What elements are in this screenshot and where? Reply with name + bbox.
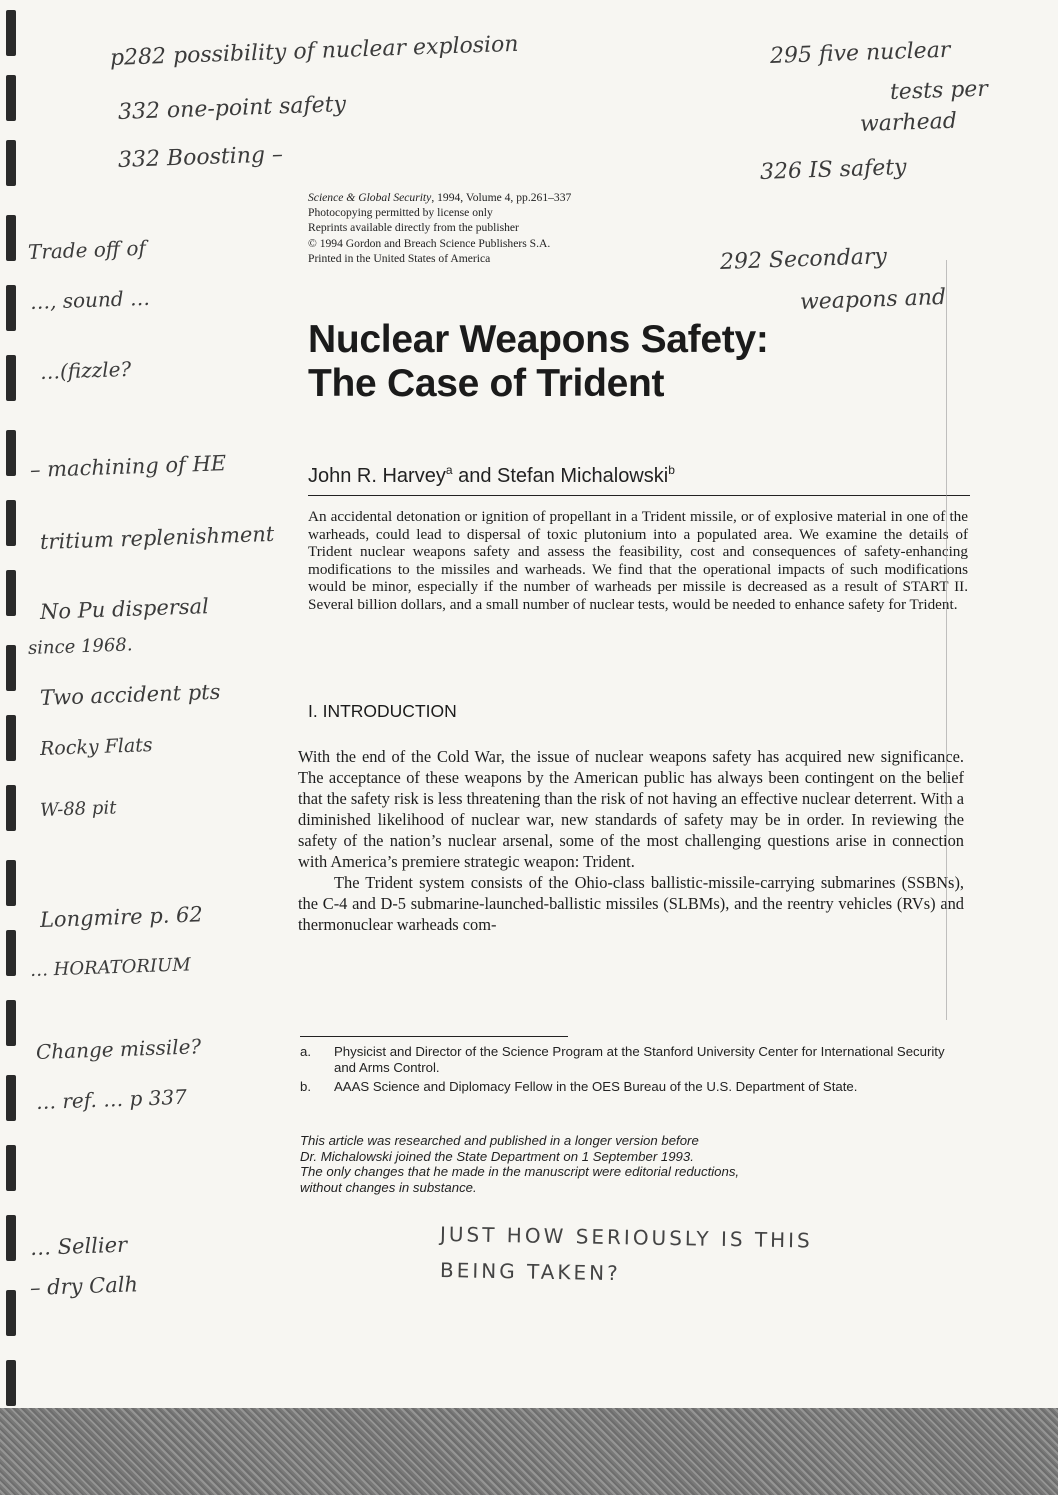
binding-hole: [6, 1290, 16, 1336]
paragraph: With the end of the Cold War, the issue of nuclear weapons safety has acquired new significance. The acceptance of these weapons by the American public has always been contingent on the belief that the safety risk is less threatening than the risk of not having an effective nuclear deterrent. With a diminished likelihood of nuclear war, new standards of safety may be in order. In reviewing the safety of the nation’s nuclear arsenal, some of the most challenging questions arise in connection with America’s premiere strategic weapon: Trident.: [298, 747, 964, 871]
footnote-mark: a.: [300, 1044, 311, 1059]
author-connector: and: [452, 465, 498, 487]
binding-hole: [6, 140, 16, 186]
body-text: [298, 746, 964, 935]
handwritten-note: 332 one-point safety: [117, 92, 347, 125]
handwritten-note: Longmire p. 62: [39, 902, 204, 932]
paragraph: The Trident system consists of the Ohio-class ballistic-missile-carrying submarines (SSBNs), the C-4 and D-5 submarine-launched-ballistic missiles (SLBMs), and the reentry vehicles (RVs) and thermonuclear warheads com-: [298, 873, 964, 934]
publication-note: [300, 1133, 940, 1195]
affiliation-mark: a: [445, 463, 453, 477]
divider: [308, 495, 970, 496]
binding-hole: [6, 715, 16, 761]
footnote: [300, 1079, 968, 1095]
citation-line: [308, 190, 668, 205]
binding-hole: [6, 785, 16, 831]
handwritten-note: warhead: [859, 108, 958, 137]
journal-name: Science & Global Security: [308, 191, 432, 204]
handwritten-note: tritium replenishment: [39, 521, 275, 554]
note-line: The only changes that he made in the manuscript were editorial reductions,: [300, 1164, 740, 1180]
handwritten-note: JUST HOW SERIOUSLY IS THIS: [439, 1222, 813, 1253]
author-line: [308, 463, 675, 488]
binding-hole: [6, 570, 16, 616]
handwritten-note: No Pu dispersal: [39, 594, 210, 624]
handwritten-note: … HORATORIUM: [29, 954, 192, 981]
handwritten-note: Change missile?: [35, 1034, 202, 1064]
handwritten-note: Two accident pts: [39, 679, 221, 710]
binding-hole: [6, 215, 16, 261]
footnote: [300, 1044, 968, 1077]
handwritten-note: p282 possibility of nuclear explosion: [109, 31, 519, 71]
binding-hole: [6, 75, 16, 121]
handwritten-note: 292 Secondary: [719, 244, 888, 275]
handwritten-note: weapons and: [799, 284, 947, 315]
copyright-notice: © 1994 Gordon and Breach Science Publishers S.A.: [308, 236, 551, 250]
note-line: Dr. Michalowski joined the State Department on 1 September 1993.: [300, 1148, 694, 1164]
footnote-text: AAAS Science and Diplomacy Fellow in the OES Bureau of the U.S. Department of State.: [334, 1078, 858, 1094]
title-line: Nuclear Weapons Safety:: [308, 318, 769, 361]
abstract: An accidental detonation or ignition of propellant in a Trident missile, or of explosive material in one of the warheads, could lead to dispersal of toxic plutonium into a populated area. We examine the details of Trident nuclear weapons safety and assess the feasibility, cost and consequences of safety-enhancing modifications to the missiles and warheads. We find that the operational impacts of such modifications would be minor, especially if the number of warheads per missile is decreased as a result of START II. Several billion dollars, and a small number of nuclear tests, would be needed to enhance safety for Trident.: [308, 508, 968, 613]
note-line: This article was researched and published in a longer version before: [300, 1133, 699, 1148]
scan-shadow: [0, 1408, 1058, 1495]
footnote-mark: b.: [300, 1078, 311, 1094]
binding-hole: [6, 1000, 16, 1046]
article-title: [308, 318, 928, 406]
handwritten-note: – machining of HE: [29, 451, 227, 482]
binding-hole: [6, 930, 16, 976]
handwritten-note: …(fizzle?: [39, 356, 132, 384]
binding-hole: [6, 860, 16, 906]
handwritten-note: Trade off of: [27, 235, 147, 264]
binding-hole: [6, 500, 16, 546]
binding-hole: [6, 645, 16, 691]
handwritten-note: since 1968.: [27, 634, 133, 659]
handwritten-note: BEING TAKEN?: [439, 1258, 621, 1286]
printed-notice: Printed in the United States of America: [308, 251, 491, 265]
handwritten-note: … ref. … p 337: [35, 1084, 188, 1114]
photocopy-notice: Photocopying permitted by license only: [308, 206, 493, 220]
binding-hole: [6, 10, 16, 56]
handwritten-note: … Sellier: [29, 1232, 128, 1260]
binding-hole: [6, 355, 16, 401]
footnote-text: Physicist and Director of the Science Program at the Stanford University Center for International Security and Arms Control.: [334, 1044, 945, 1076]
handwritten-note: – dry Calh: [29, 1272, 139, 1300]
binding-strip: [0, 0, 22, 1430]
handwritten-note: tests per: [889, 76, 989, 105]
footnote-divider: [300, 1036, 568, 1037]
note-line: without changes in substance.: [300, 1179, 477, 1195]
handwritten-note: W-88 pit: [39, 797, 117, 821]
binding-hole: [6, 1215, 16, 1261]
binding-hole: [6, 1360, 16, 1406]
binding-hole: [6, 1145, 16, 1191]
author-name: John R. Harvey: [308, 465, 446, 487]
title-line: The Case of Trident: [308, 362, 665, 405]
handwritten-note: Rocky Flats: [39, 734, 153, 760]
binding-hole: [6, 430, 16, 476]
binding-hole: [6, 1075, 16, 1121]
scan-artifact-line: [946, 260, 947, 1020]
citation-details: , 1994, Volume 4, pp.261–337: [431, 191, 572, 204]
handwritten-note: 295 five nuclear: [769, 37, 951, 69]
binding-hole: [6, 285, 16, 331]
reprints-notice: Reprints available directly from the publisher: [308, 221, 519, 235]
section-heading: I. INTRODUCTION: [308, 701, 457, 721]
handwritten-note: …, sound …: [29, 285, 151, 314]
author-name: Stefan Michalowski: [497, 465, 669, 487]
footnotes: [300, 1044, 968, 1097]
handwritten-note: 326 IS safety: [759, 154, 907, 185]
affiliation-mark: b: [668, 463, 675, 477]
journal-citation-block: [308, 190, 668, 266]
handwritten-note: 332 Boosting –: [117, 142, 284, 173]
